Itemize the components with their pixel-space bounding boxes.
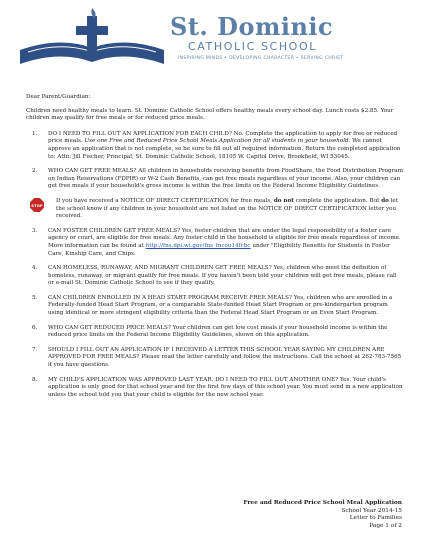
stop-sign-icon	[30, 198, 44, 212]
faq-item-7	[26, 347, 404, 370]
faq-text: CAN CHILDREN ENROLLED IN A HEAD START PROGRAM RECEIVE FREE MEALS? Yes, children who are enrolled in a Federally-funded Head Start Program, or a comparable State-funded Head Start Program or pre-kindergarten program using identical or more stringent eligibility criteria than the Federal Head Start Program or an Even Start Program.	[48, 294, 393, 317]
faq-text: WHO CAN GET FREE MEALS? All children in households receiving benefits from FoodShare, the Food Distribution Program on Indian Reservations (FDPIR) or W-2 Cash Benefits, can get free meals regardless of your income. Also, your children can get free meals if your household's gross income is within the free limits on the Federal Income Eligibility Guidelines.	[48, 168, 403, 190]
footer-school-year: School Year 2014-15	[341, 507, 402, 514]
intro-paragraph: Children need healthy meals to learn. St. Dominic Catholic School offers healthy meals every school day. Lunch costs $2.85. Your children may qualify for free meals or for reduced price meals.	[26, 107, 394, 122]
item-number: 7.	[32, 346, 38, 353]
faq-emphasis: Use one Free and Reduced Price School Meals Application for all students in your household.	[84, 138, 351, 145]
faq-item-2	[26, 168, 404, 191]
footer-doc-type: Letter to Families	[349, 515, 402, 522]
note-emphasis: do	[381, 197, 389, 204]
direct-certification-note	[26, 198, 404, 221]
faq-text: CAN HOMELESS, RUNAWAY, AND MIGRANT CHILDREN GET FREE MEALS? Yes, children who meet the definition of homeless, runaway, or migrant qualify for free meals. If you haven't been told your children will get free meals, please call or e-mail St. Dominic Catholic School to see if they qualify.	[48, 265, 397, 287]
item-number: 1.	[32, 130, 38, 137]
faq-text	[48, 131, 404, 161]
item-number: 3.	[32, 227, 38, 234]
note-text-part: If you have received a NOTICE OF DIRECT CERTIFICATION for free meals,	[56, 197, 274, 204]
footer-page-number: Page 1 of 2	[369, 522, 402, 529]
faq-text: MY CHILD'S APPLICATION WAS APPROVED LAST YEAR. DO I NEED TO FILL OUT ANOTHER ONE? Yes. Your child's application is only good for that school year and for the first few days of this school year. You must send in a new application unless the school told you that your child is eligible for the new school year.	[48, 376, 403, 398]
footer-title: Free and Reduced Price School Meal Application	[243, 500, 402, 506]
faq-item-6	[26, 325, 404, 340]
school-subtitle: CATHOLIC SCHOOL	[188, 40, 317, 53]
faq-text-part: We cannot approve an application that is not complete, so be sure to fill out all required information. Return the completed application to: Attn: Jill Fischer, Principal, St. Dominic Catholic School, 18105 W. Capitol Drive, Brookfield, WI 53045.	[48, 138, 401, 160]
note-text-part: let the school know if any children in your household are not listed on the NOTICE OF DIRECT CERTIFICATION letter you received.	[56, 197, 398, 220]
note-text-part: complete the application. But	[293, 197, 382, 204]
foster-info-link[interactable]: http://fns.dpi.wi.gov/fns_fncou14fcbc	[145, 242, 251, 249]
faq-text: WHO CAN GET REDUCED PRICE MEALS? Your children can get low cost meals if your household income is within the reduced price limits on the Federal Income Eligibility Guidelines, shown on this application.	[48, 324, 388, 339]
school-tagline: INSPIRING MINDS • DEVELOPING CHARACTER • SERVING CHRIST	[178, 56, 344, 61]
school-name: St. Dominic	[170, 12, 334, 41]
document-footer	[243, 500, 402, 530]
item-number: 8.	[32, 376, 38, 383]
faq-text-part: under "Eligibility Benefits for Students in Foster Care, Kinship Care, and Chips.	[48, 242, 390, 257]
faq-text	[48, 228, 404, 258]
letter-body	[26, 94, 404, 406]
faq-item-1	[26, 131, 404, 161]
school-logo	[10, 6, 180, 76]
faq-item-4	[26, 265, 404, 288]
item-number: 6.	[32, 324, 38, 331]
faq-text: SHOULD I FILL OUT AN APPLICATION IF I RECEIVED A LETTER THIS SCHOOL YEAR SAYING MY CHILDREN ARE APPROVED FOR FREE MEALS? Please read the letter carefully and follow the instructions. Call the school at 262-783-7565 if you have questions.	[48, 346, 402, 369]
item-number: 2.	[32, 168, 38, 175]
note-text	[56, 198, 398, 221]
faq-item-5	[26, 295, 404, 318]
salutation: Dear Parent/Guardian:	[26, 94, 91, 100]
faq-item-3	[26, 228, 404, 258]
faq-item-8	[26, 377, 404, 400]
letterhead	[0, 0, 428, 78]
item-number: 5.	[32, 294, 38, 301]
note-emphasis: do not	[273, 197, 294, 204]
faq-text-part: CAN FOSTER CHILDREN GET FREE MEALS? Yes, foster children that are under the legal responsibility of a foster care agency or court, are eligible for free meals. Any foster child in the household is eligible for free meals regardless of income. More information can be found at	[48, 227, 401, 249]
svg-text:STOP: STOP	[31, 202, 43, 208]
faq-text-part: DO I NEED TO FILL OUT AN APPLICATION FOR EACH CHILD? No. Complete the application to apply for free or reduced price meals.	[48, 130, 398, 145]
item-number: 4.	[32, 265, 38, 272]
